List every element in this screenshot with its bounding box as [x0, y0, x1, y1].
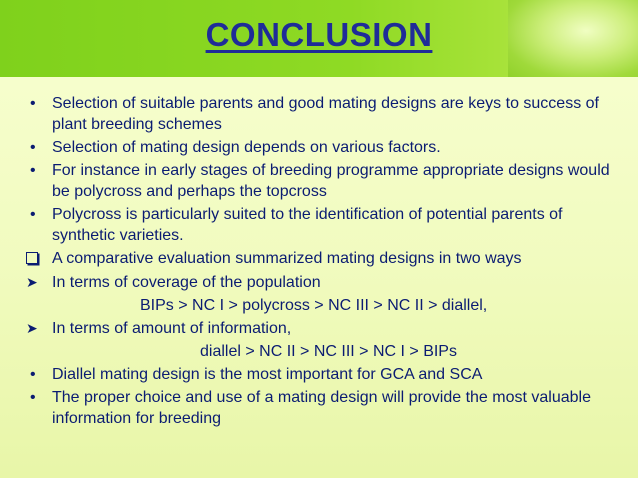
list-item-text: In terms of coverage of the population: [52, 274, 321, 291]
list-item-text: For instance in early stages of breeding programme appropriate designs would be polycross and perhaps the topcross: [52, 162, 610, 200]
list-item: [30, 364, 630, 385]
arrow-right-icon: ➤: [26, 274, 38, 290]
list-item: [30, 137, 630, 158]
checkbox-square-icon: [30, 248, 52, 270]
list-item: [30, 160, 630, 202]
list-item: [26, 318, 630, 339]
ranking-text: BIPs > NC I > polycross > NC III > NC II > diallel,: [140, 297, 488, 314]
ranking-line: [30, 341, 630, 362]
list-item: [30, 93, 630, 135]
bullet-icon: •: [30, 206, 36, 223]
bullet-icon: •: [30, 389, 36, 406]
list-item-text: Polycross is particularly suited to the identification of potential parents of synthetic varieties.: [52, 206, 563, 244]
list-item-text: In terms of amount of information,: [52, 320, 292, 337]
list-item: [26, 272, 630, 293]
list-item: [30, 204, 630, 246]
list-item: [30, 387, 630, 429]
list-item-text: Selection of mating design depends on various factors.: [52, 139, 441, 156]
bullet-icon: •: [30, 162, 36, 179]
list-item: [30, 248, 630, 270]
list-item-text: Selection of suitable parents and good mating designs are keys to success of plant breeding schemes: [52, 95, 599, 133]
content-list: [26, 93, 630, 431]
list-item-text: A comparative evaluation summarized mating designs in two ways: [52, 250, 522, 267]
list-item-text: The proper choice and use of a mating design will provide the most valuable information for breeding: [52, 389, 591, 427]
bullet-icon: •: [30, 366, 36, 383]
arrow-right-icon: ➤: [26, 320, 38, 336]
ranking-text: diallel > NC II > NC III > NC I > BIPs: [200, 343, 457, 360]
slide-title: [0, 16, 638, 54]
bullet-icon: •: [30, 139, 36, 156]
slide-title-text: CONCLUSION: [205, 16, 433, 53]
ranking-line: [30, 295, 630, 316]
bullet-icon: •: [30, 95, 36, 112]
list-item-text: Diallel mating design is the most important for GCA and SCA: [52, 366, 483, 383]
